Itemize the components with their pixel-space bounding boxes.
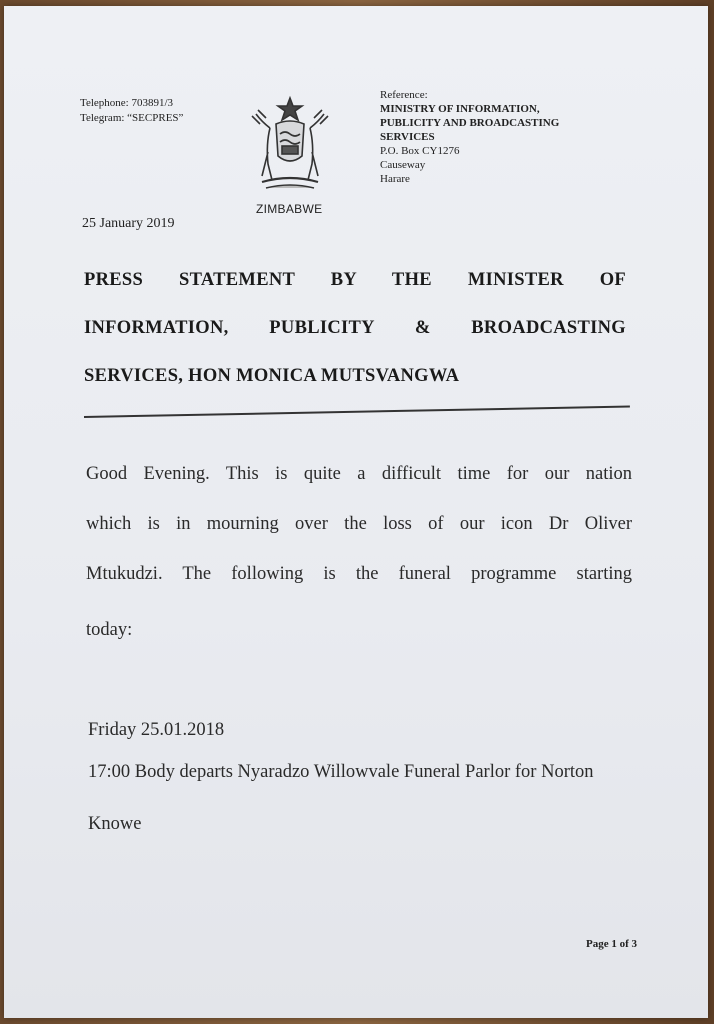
document-page bbox=[4, 6, 708, 1018]
ministry-line: MINISTRY OF INFORMATION, bbox=[380, 103, 540, 115]
reference-block bbox=[380, 88, 559, 186]
address-line: P.O. Box CY1276 bbox=[380, 145, 460, 157]
telegram-line: Telegram: “SECPRES” bbox=[80, 112, 184, 124]
schedule-item-line: 17:00 Body departs Nyaradzo Willowvale Funeral Parlor for Norton bbox=[88, 762, 594, 782]
schedule-item-line: Knowe bbox=[88, 814, 142, 834]
press-statement-title-line: INFORMATION, PUBLICITY & BROADCASTING bbox=[84, 318, 626, 338]
ministry-line: SERVICES bbox=[380, 131, 435, 143]
ministry-line: PUBLICITY AND BROADCASTING bbox=[380, 117, 560, 129]
body-text-line: which is in mourning over the loss of our icon Dr Oliver bbox=[86, 514, 632, 534]
body-text-line: Mtukudzi. The following is the funeral programme starting bbox=[86, 564, 632, 584]
body-text-line: today: bbox=[86, 620, 133, 640]
press-statement-title-line: PRESS STATEMENT BY THE MINISTER OF bbox=[84, 270, 626, 290]
body-text-line: Good Evening. This is quite a difficult time for our nation bbox=[86, 464, 632, 484]
schedule-day: Friday 25.01.2018 bbox=[88, 720, 225, 740]
press-statement-title-line: SERVICES, HON MONICA MUTSVANGWA bbox=[84, 366, 460, 386]
document-date: 25 January 2019 bbox=[82, 216, 175, 231]
country-label: ZIMBABWE bbox=[256, 202, 323, 216]
address-line: Causeway bbox=[380, 159, 426, 171]
contact-block bbox=[80, 96, 183, 126]
zimbabwe-coat-of-arms-icon bbox=[236, 94, 344, 198]
telephone-line: Telephone: 703891/3 bbox=[80, 97, 174, 109]
page-number: Page 1 of 3 bbox=[586, 938, 638, 950]
address-line: Harare bbox=[380, 173, 410, 185]
reference-label: Reference: bbox=[380, 89, 428, 101]
